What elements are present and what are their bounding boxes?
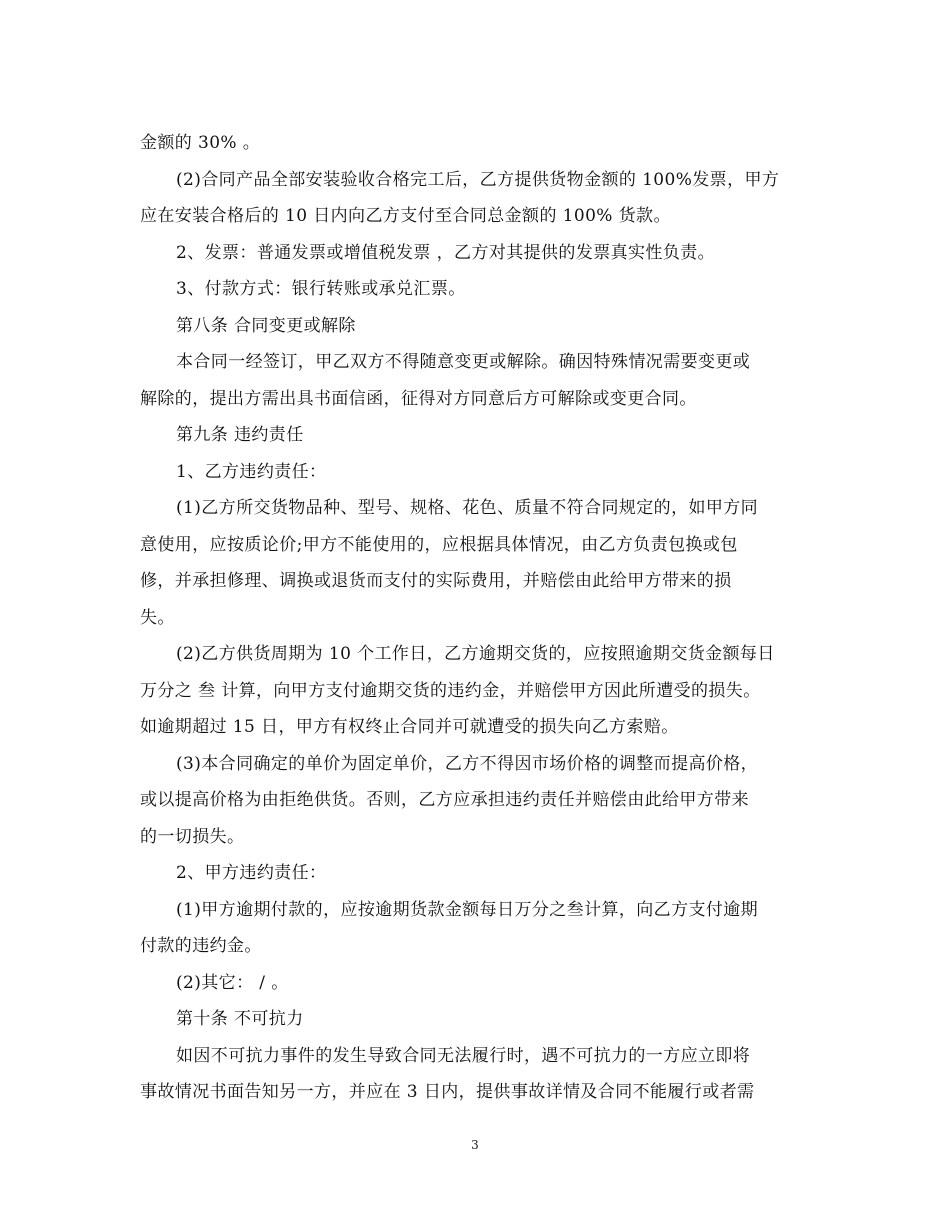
text-line: 金额的 30% 。 bbox=[140, 133, 261, 153]
text-line: 如逾期超过 15 日，甲方有权终止合同并可就遭受的损失向乙方索赔。 bbox=[140, 717, 679, 737]
text-line: 1、乙方违约责任： bbox=[176, 461, 327, 482]
text-line: 本合同一经签订，甲乙双方不得随意变更或解除。确因特殊情况需要变更或 bbox=[176, 352, 751, 372]
text-line: 或以提高价格为由拒绝供货。否则，乙方应承担违约责任并赔偿由此给甲方带来 bbox=[140, 790, 749, 810]
text-line: 如因不可抗力事件的发生导致合同无法履行时，遇不可抗力的一方应立即将 bbox=[176, 1045, 751, 1066]
text-line: (1)乙方所交货物品种、型号、规格、花色、质量不符合同规定的，如甲方同 bbox=[176, 498, 759, 518]
text-line: (2)乙方供货周期为 10 个工作日，乙方逾期交货的，应按照逾期交货金额每日 bbox=[176, 644, 775, 664]
text-line: 第八条 合同变更或解除 bbox=[176, 315, 356, 336]
text-line: 意使用，应按质论价;甲方不能使用的，应根据具体情况，由乙方负责包换或包 bbox=[140, 534, 738, 555]
text-line: 的一切损失。 bbox=[140, 826, 245, 847]
text-line: (3)本合同确定的单价为固定单价，乙方不得因市场价格的调整而提高价格， bbox=[176, 753, 759, 774]
text-line: 第十条 不可抗力 bbox=[176, 1009, 304, 1029]
text-line: 万分之 叁 计算，向甲方支付逾期交货的违约金，并赔偿甲方因此所遭受的损失。 bbox=[140, 680, 761, 701]
document-body bbox=[140, 125, 805, 1111]
text-line: (2)合同产品全部安装验收合格完工后，乙方提供货物金额的 100%发票，甲方 bbox=[176, 169, 780, 190]
text-line: 修，并承担修理、调换或退货而支付的实际费用，并赔偿由此给甲方带来的损 bbox=[140, 571, 732, 591]
text-line: (2)其它： / 。 bbox=[176, 972, 289, 993]
text-line: 2、发票：普通发票或增值税发票 ，乙方对其提供的发票真实性负责。 bbox=[176, 242, 716, 263]
text-line: 2、甲方违约责任： bbox=[176, 863, 327, 883]
text-line: 失。 bbox=[140, 607, 175, 628]
text-line: 解除的，提出方需出具书面信函，征得对方同意后方可解除或变更合同。 bbox=[140, 388, 697, 409]
text-line: 第九条 违约责任 bbox=[176, 425, 304, 445]
text-line: 付款的违约金。 bbox=[140, 936, 262, 956]
text-line: 事故情况书面告知另一方，并应在 3 日内，提供事故详情及合同不能履行或者需 bbox=[140, 1082, 755, 1102]
text-line: 3、付款方式：银行转账或承兑汇票。 bbox=[176, 279, 466, 299]
page-number: 3 bbox=[471, 1138, 479, 1152]
text-line: 应在安装合格后的 10 日内向乙方支付至合同总金额的 100% 货款。 bbox=[140, 206, 671, 226]
text-line: (1)甲方逾期付款的，应按逾期货款金额每日万分之叁计算，向乙方支付逾期 bbox=[176, 899, 759, 920]
